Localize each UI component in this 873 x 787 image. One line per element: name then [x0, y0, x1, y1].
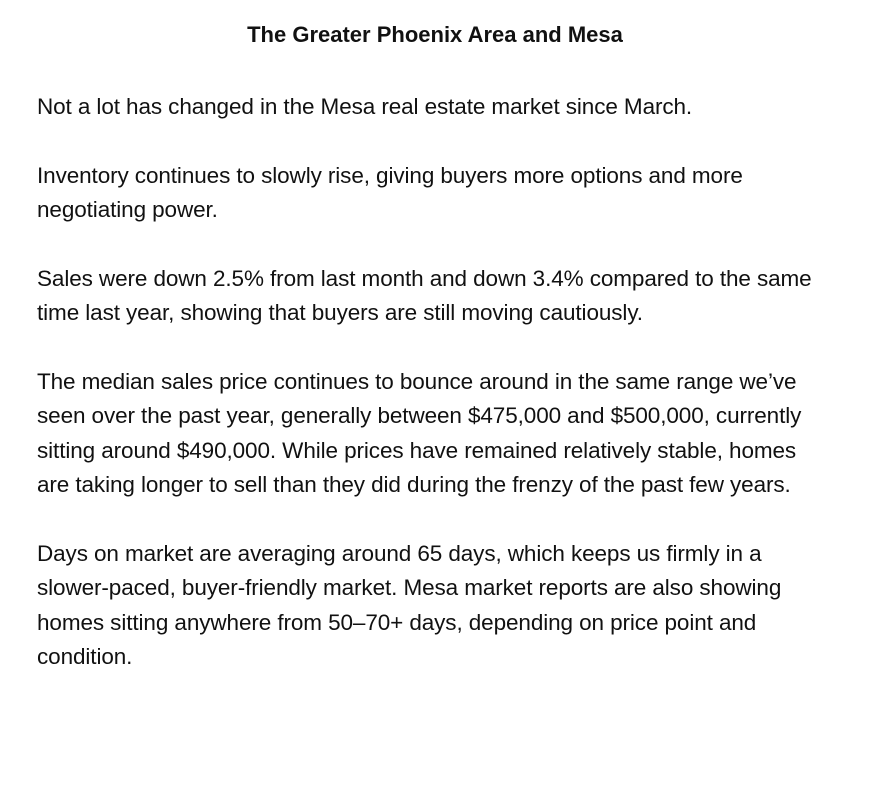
- paragraph-median-price: The median sales price continues to bounce around in the same range we’ve seen over the past year, generally between $475,000 and $500,000, currently sitting around $490,000. While prices have remained relatively stable, homes are taking longer to sell than they did during the frenzy of the past few years.: [37, 368, 802, 497]
- document-body: [37, 90, 833, 675]
- paragraph-market-summary: Not a lot has changed in the Mesa real estate market since March.: [37, 94, 693, 119]
- paragraph-sales: Sales were down 2.5% from last month and down 3.4% compared to the same time last year, showing that buyers are still moving cautiously.: [37, 265, 812, 325]
- paragraph-inventory: Inventory continues to slowly rise, giving buyers more options and more negotiating power.: [37, 162, 743, 222]
- paragraph-days-on-market: Days on market are averaging around 65 days, which keeps us firmly in a slower-paced, buyer-friendly market. Mesa market reports are also showing homes sitting anywhere from 50–70+ days, depending on price point and condition.: [37, 540, 782, 669]
- document-title: The Greater Phoenix Area and Mesa: [247, 22, 623, 47]
